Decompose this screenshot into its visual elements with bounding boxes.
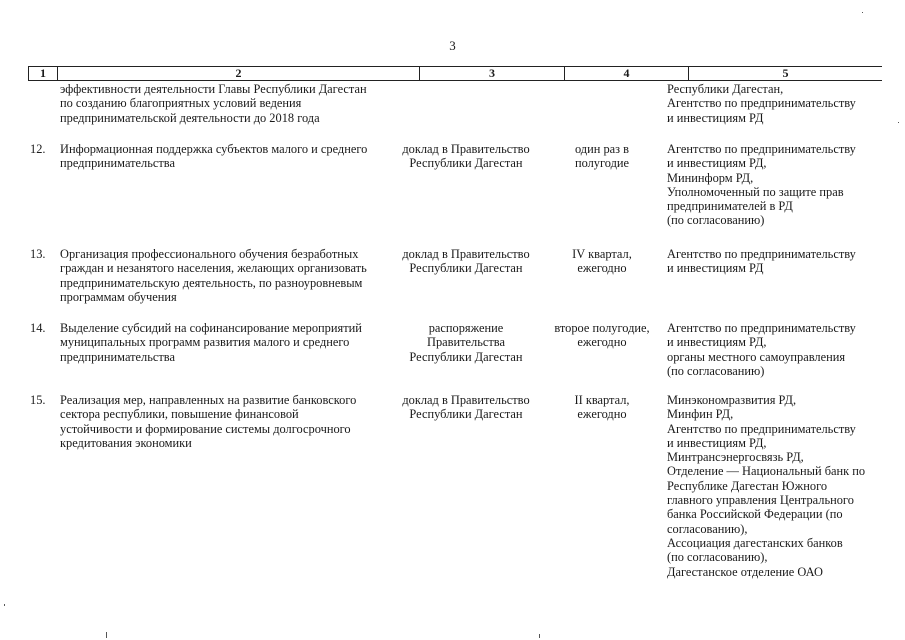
scan-speck — [898, 122, 899, 123]
cell-line: (по согласованию) — [667, 363, 765, 378]
responsible-cell — [667, 321, 879, 378]
cell-line: Ассоциация дагестанских банков — [667, 535, 843, 550]
deadline-cell — [542, 142, 662, 171]
cell-line: ежегодно — [577, 335, 627, 350]
cell-line: Республики Дагестан — [409, 407, 523, 422]
activity-cell — [60, 321, 395, 364]
cell-line: один раз в — [574, 142, 630, 156]
cell-line: и инвестициям РД — [667, 110, 764, 125]
deadline-cell — [542, 321, 662, 350]
cell-line: банка Российской Федерации (по — [667, 507, 843, 522]
table-header — [28, 66, 882, 81]
cell-line: Правительства — [427, 335, 505, 350]
header-col-5: 5 — [782, 66, 789, 80]
cell-line: Информационная поддержка субъектов малого и среднего — [60, 142, 368, 156]
scan-speck — [862, 12, 863, 13]
cell-line: главного управления Центрального — [667, 493, 854, 508]
activity-cell — [60, 393, 395, 450]
responsible-cell — [667, 82, 879, 125]
scan-speck — [4, 604, 5, 606]
cell-line: предпринимательства — [60, 156, 175, 171]
row-number: 12. — [30, 142, 46, 156]
cell-line: Минэкономразвития РД, — [667, 393, 797, 407]
cell-line: сектора республики, повышение финансовой — [60, 407, 299, 422]
activity-cell — [60, 247, 395, 304]
cell-line: Агентство по предпринимательству — [667, 421, 856, 436]
cell-line: граждан и незанятого населения, желающих организовать — [60, 261, 367, 276]
cell-line: Республики Дагестан — [409, 156, 523, 171]
cell-line: устойчивости и формирование системы долгосрочного — [60, 421, 351, 436]
cell-line: Уполномоченный по защите прав — [667, 184, 844, 199]
cell-line: Организация профессионального обучения безработных — [60, 247, 359, 261]
cell-line: ежегодно — [577, 407, 627, 422]
cell-line: (по согласованию), — [667, 550, 768, 565]
deadline-cell — [542, 247, 662, 276]
cell-line: (по согласованию) — [667, 213, 765, 228]
cell-line: доклад в Правительство — [402, 142, 530, 156]
page-number: 3 — [449, 38, 456, 53]
cell-line: Агентство по предпринимательству — [667, 96, 856, 111]
scan-speck — [539, 634, 540, 638]
activity-cell — [60, 142, 395, 171]
scan-speck — [106, 632, 107, 638]
cell-line: полугодие — [574, 156, 630, 171]
header-col-2: 2 — [58, 67, 420, 80]
cell-line: Минтрансэнергосвязь РД, — [667, 450, 804, 465]
cell-line: Агентство по предпринимательству — [667, 321, 856, 335]
responsible-cell — [667, 393, 879, 579]
cell-line: предпринимательскую деятельность, по разноуровневым — [60, 275, 363, 290]
cell-line: предпринимателей в РД — [667, 199, 793, 214]
report-form-cell — [393, 393, 539, 422]
report-form-cell — [393, 247, 539, 276]
cell-line: и инвестициям РД, — [667, 335, 767, 350]
cell-line: по созданию благоприятных условий ведения — [60, 96, 302, 111]
cell-line: ежегодно — [577, 261, 627, 276]
cell-line: предпринимательской деятельности до 2018 года — [60, 110, 320, 125]
cell-line: согласованию), — [667, 521, 748, 536]
cell-line: Республики Дагестан — [409, 349, 523, 364]
cell-line: программам обучения — [60, 289, 177, 304]
cell-line: распоряжение — [428, 321, 504, 335]
cell-line: доклад в Правительство — [402, 247, 530, 261]
cell-line: кредитования экономики — [60, 435, 192, 450]
header-col-1: 1 — [29, 67, 58, 80]
activity-cell — [60, 82, 395, 125]
cell-line: Мининформ РД, — [667, 170, 754, 185]
cell-line: и инвестициям РД — [667, 261, 764, 276]
row-number: 14. — [30, 321, 46, 335]
cell-line: эффективности деятельности Главы Республики Дагестан — [60, 82, 367, 96]
header-col-4: 4 — [565, 67, 689, 80]
cell-line: IV квартал, — [572, 247, 632, 261]
report-form-cell — [393, 142, 539, 171]
cell-line: муниципальных программ развития малого и среднего — [60, 335, 350, 350]
responsible-cell — [667, 247, 879, 276]
cell-line: Дагестанское отделение ОАО — [667, 564, 823, 579]
cell-line: Минфин РД, — [667, 407, 734, 422]
cell-line: предпринимательства — [60, 349, 175, 364]
row-number: 13. — [30, 247, 46, 261]
cell-line: второе полугодие, — [554, 321, 650, 335]
cell-line: Выделение субсидий на софинансирование мероприятий — [60, 321, 362, 335]
cell-line: и инвестициям РД, — [667, 156, 767, 171]
cell-line: Агентство по предпринимательству — [667, 142, 856, 156]
cell-line: Реализация мер, направленных на развитие банковского — [60, 393, 357, 407]
cell-line: Отделение — Национальный банк по — [667, 464, 866, 479]
cell-line: II квартал, — [574, 393, 630, 407]
cell-line: Республики Дагестан — [409, 261, 523, 276]
deadline-cell — [542, 393, 662, 422]
row-number: 15. — [30, 393, 46, 407]
cell-line: и инвестициям РД, — [667, 435, 767, 450]
responsible-cell — [667, 142, 879, 228]
cell-line: Республики Дагестан, — [667, 82, 784, 96]
cell-line: органы местного самоуправления — [667, 349, 846, 364]
cell-line: доклад в Правительство — [402, 393, 530, 407]
cell-line: Республике Дагестан Южного — [667, 478, 828, 493]
cell-line: Агентство по предпринимательству — [667, 247, 856, 261]
report-form-cell — [393, 321, 539, 364]
header-col-3: 3 — [420, 67, 565, 80]
